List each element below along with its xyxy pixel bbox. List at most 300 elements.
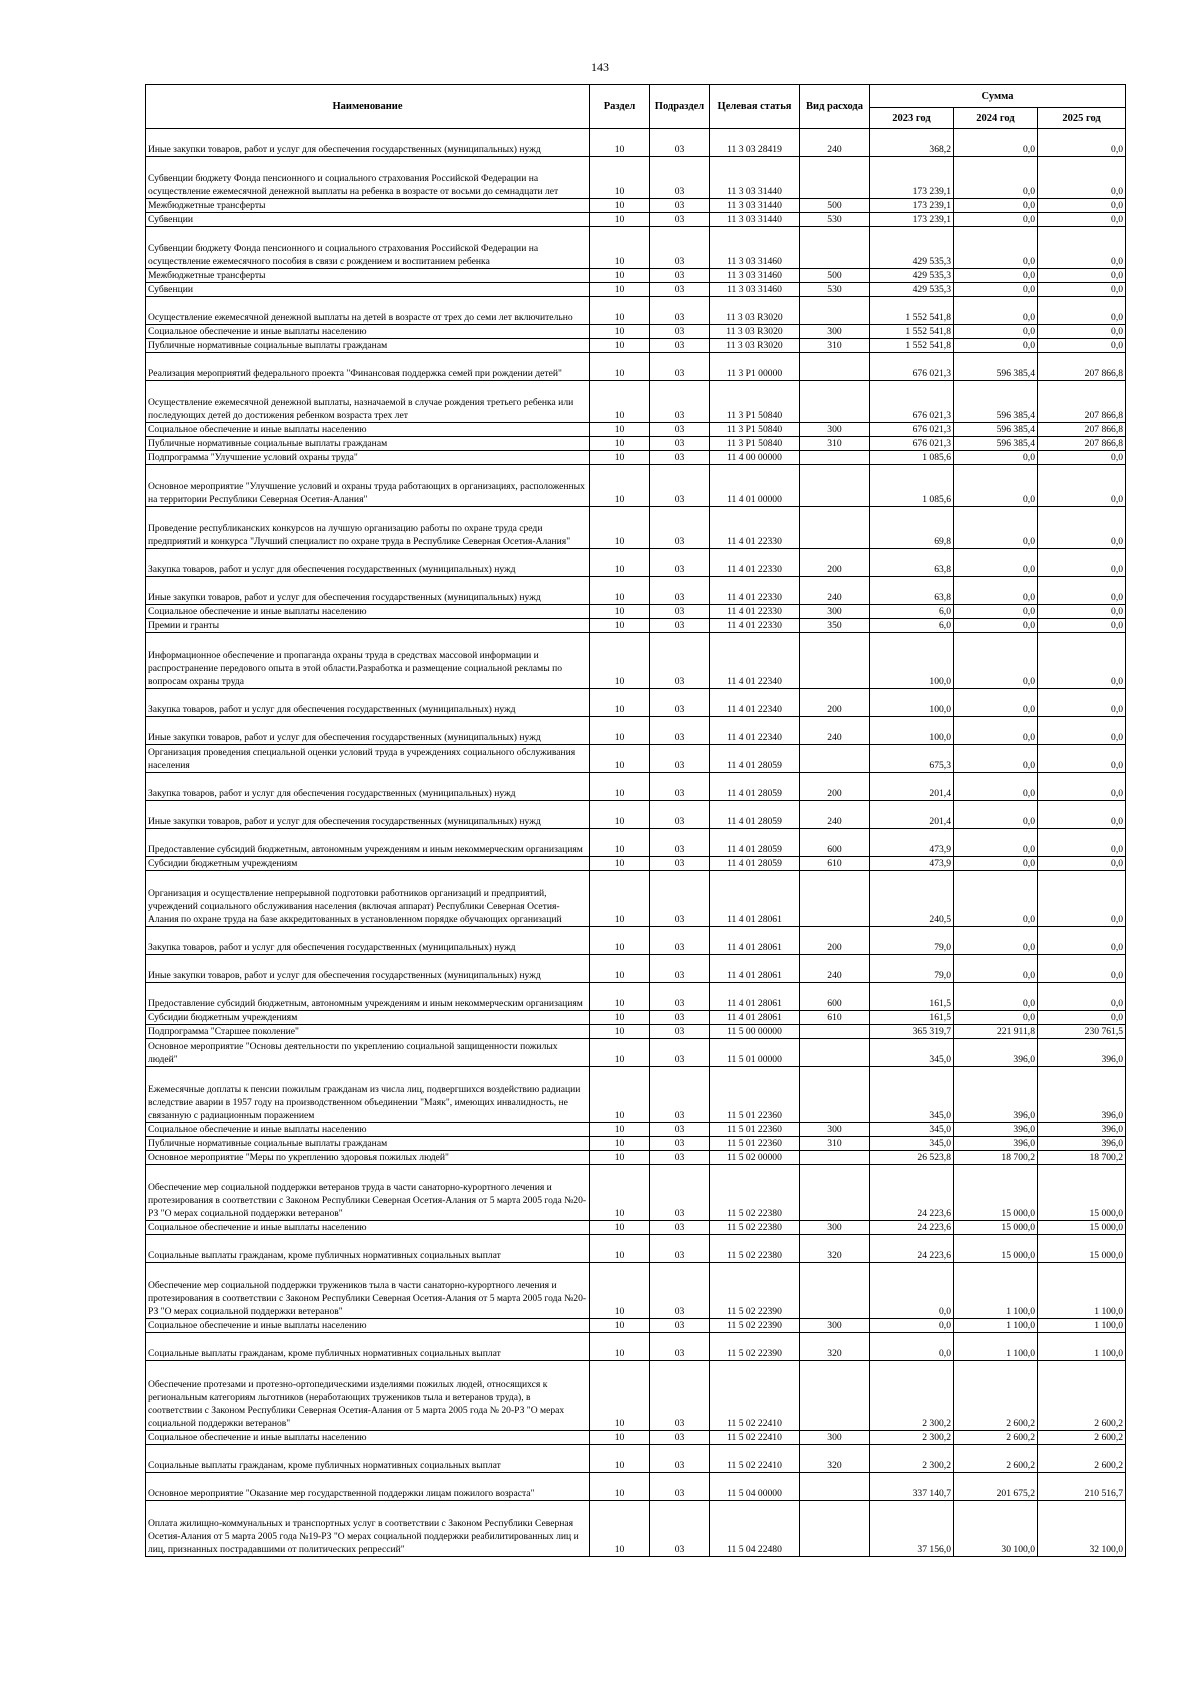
row-name: Организация и осуществление непрерывной подготовки работников организаций и предприятий, учреждений социального обслуживания населения (включая аппарат) Республики Северная Осетия-Алания по охране труда на базе аккредитованных в установленном порядке обучающих организаций bbox=[146, 871, 590, 927]
table-row bbox=[146, 283, 1126, 297]
row-target: 11 3 03 31440 bbox=[710, 199, 800, 213]
row-name: Иные закупки товаров, работ и услуг для обеспечения государственных (муниципальных) нужд bbox=[146, 801, 590, 829]
row-target: 11 5 02 00000 bbox=[710, 1151, 800, 1165]
row-target: 11 4 01 22330 bbox=[710, 507, 800, 549]
row-expense: 320 bbox=[800, 1333, 870, 1361]
row-2024: 0,0 bbox=[954, 339, 1038, 353]
row-name: Социальное обеспечение и иные выплаты населению bbox=[146, 423, 590, 437]
row-2024: 0,0 bbox=[954, 717, 1038, 745]
row-name: Субвенции бюджету Фонда пенсионного и социального страхования Российской Федерации на осуществление ежемесячного пособия в связи с рождением и воспитанием ребенка bbox=[146, 227, 590, 269]
row-name: Социальное обеспечение и иные выплаты населению bbox=[146, 1319, 590, 1333]
row-name: Основное мероприятие "Основы деятельности по укреплению социальной защищенности пожилых людей" bbox=[146, 1039, 590, 1067]
row-expense: 240 bbox=[800, 801, 870, 829]
row-expense bbox=[800, 1361, 870, 1431]
row-2024: 0,0 bbox=[954, 773, 1038, 801]
row-2023: 2 300,2 bbox=[870, 1431, 954, 1445]
row-subsection: 03 bbox=[650, 269, 710, 283]
row-target: 11 5 04 00000 bbox=[710, 1473, 800, 1501]
row-subsection: 03 bbox=[650, 857, 710, 871]
row-target: 11 3 03 31440 bbox=[710, 213, 800, 227]
row-2023: 173 239,1 bbox=[870, 213, 954, 227]
row-name: Публичные нормативные социальные выплаты гражданам bbox=[146, 339, 590, 353]
row-expense: 300 bbox=[800, 1221, 870, 1235]
row-target: 11 4 01 28061 bbox=[710, 955, 800, 983]
table-row bbox=[146, 325, 1126, 339]
row-2023: 240,5 bbox=[870, 871, 954, 927]
header-target: Целевая статья bbox=[710, 85, 800, 129]
table-row bbox=[146, 1501, 1126, 1557]
row-section: 10 bbox=[590, 773, 650, 801]
row-name: Обеспечение мер социальной поддержки ветеранов труда в части санаторно-курортного лечения и протезирования в соответствии с Законом Республики Северная Осетия-Алания от 5 марта 2005 года №20-РЗ "О мерах социальной поддержки ветеранов" bbox=[146, 1165, 590, 1221]
row-2025: 0,0 bbox=[1038, 507, 1126, 549]
row-2025: 0,0 bbox=[1038, 689, 1126, 717]
row-2025: 0,0 bbox=[1038, 297, 1126, 325]
row-subsection: 03 bbox=[650, 199, 710, 213]
row-expense: 200 bbox=[800, 927, 870, 955]
row-section: 10 bbox=[590, 857, 650, 871]
row-2025: 15 000,0 bbox=[1038, 1221, 1126, 1235]
row-target: 11 3 03 R3020 bbox=[710, 325, 800, 339]
row-name: Ежемесячные доплаты к пенсии пожилым гражданам из числа лиц, подвергшихся воздействию радиации вследствие аварии в 1957 году на производственном объединении "Маяк", имеющих инвалидность, не связанную с радиационным поражением bbox=[146, 1067, 590, 1123]
row-section: 10 bbox=[590, 577, 650, 605]
row-subsection: 03 bbox=[650, 1431, 710, 1445]
row-2023: 24 223,6 bbox=[870, 1235, 954, 1263]
row-2024: 1 100,0 bbox=[954, 1319, 1038, 1333]
row-section: 10 bbox=[590, 213, 650, 227]
row-2025: 396,0 bbox=[1038, 1067, 1126, 1123]
table-row bbox=[146, 1011, 1126, 1025]
row-expense: 320 bbox=[800, 1445, 870, 1473]
header-2025: 2025 год bbox=[1038, 108, 1126, 129]
row-2024: 201 675,2 bbox=[954, 1473, 1038, 1501]
row-2025: 0,0 bbox=[1038, 829, 1126, 857]
row-section: 10 bbox=[590, 129, 650, 157]
header-name: Наименование bbox=[146, 85, 590, 129]
row-subsection: 03 bbox=[650, 1123, 710, 1137]
row-expense: 300 bbox=[800, 1319, 870, 1333]
row-2024: 596 385,4 bbox=[954, 423, 1038, 437]
row-section: 10 bbox=[590, 1123, 650, 1137]
row-section: 10 bbox=[590, 451, 650, 465]
row-2025: 15 000,0 bbox=[1038, 1165, 1126, 1221]
row-name: Социальные выплаты гражданам, кроме публичных нормативных социальных выплат bbox=[146, 1333, 590, 1361]
table-row bbox=[146, 1333, 1126, 1361]
row-expense bbox=[800, 633, 870, 689]
table-row bbox=[146, 1361, 1126, 1431]
row-target: 11 4 01 28061 bbox=[710, 1011, 800, 1025]
row-section: 10 bbox=[590, 549, 650, 577]
row-subsection: 03 bbox=[650, 1333, 710, 1361]
row-2023: 473,9 bbox=[870, 857, 954, 871]
row-subsection: 03 bbox=[650, 605, 710, 619]
row-subsection: 03 bbox=[650, 983, 710, 1011]
row-2024: 0,0 bbox=[954, 689, 1038, 717]
row-name: Социальное обеспечение и иные выплаты населению bbox=[146, 1221, 590, 1235]
row-2023: 473,9 bbox=[870, 829, 954, 857]
row-section: 10 bbox=[590, 1039, 650, 1067]
row-2023: 161,5 bbox=[870, 983, 954, 1011]
row-2023: 345,0 bbox=[870, 1039, 954, 1067]
row-2023: 100,0 bbox=[870, 717, 954, 745]
row-subsection: 03 bbox=[650, 577, 710, 605]
row-target: 11 3 03 31440 bbox=[710, 157, 800, 199]
row-target: 11 5 02 22410 bbox=[710, 1445, 800, 1473]
row-expense bbox=[800, 1165, 870, 1221]
table-row bbox=[146, 157, 1126, 199]
row-section: 10 bbox=[590, 1137, 650, 1151]
table-row bbox=[146, 1123, 1126, 1137]
row-section: 10 bbox=[590, 507, 650, 549]
row-subsection: 03 bbox=[650, 689, 710, 717]
row-subsection: 03 bbox=[650, 437, 710, 451]
row-2023: 37 156,0 bbox=[870, 1501, 954, 1557]
row-2025: 210 516,7 bbox=[1038, 1473, 1126, 1501]
row-2023: 26 523,8 bbox=[870, 1151, 954, 1165]
row-section: 10 bbox=[590, 605, 650, 619]
row-2023: 0,0 bbox=[870, 1319, 954, 1333]
row-target: 11 4 01 22330 bbox=[710, 605, 800, 619]
row-2023: 79,0 bbox=[870, 955, 954, 983]
row-2025: 207 866,8 bbox=[1038, 437, 1126, 451]
row-expense: 350 bbox=[800, 619, 870, 633]
row-section: 10 bbox=[590, 353, 650, 381]
row-name: Обеспечение мер социальной поддержки тружеников тыла в части санаторно-курортного лечения и протезирования в соответствии с Законом Республики Северная Осетия-Алания от 5 марта 2005 года №20-РЗ "О мерах социальной поддержки ветеранов" bbox=[146, 1263, 590, 1319]
table-row bbox=[146, 1319, 1126, 1333]
table-row bbox=[146, 465, 1126, 507]
table-row bbox=[146, 227, 1126, 269]
row-name: Иные закупки товаров, работ и услуг для обеспечения государственных (муниципальных) нужд bbox=[146, 955, 590, 983]
row-2024: 15 000,0 bbox=[954, 1221, 1038, 1235]
table-row bbox=[146, 871, 1126, 927]
row-2025: 1 100,0 bbox=[1038, 1333, 1126, 1361]
row-name: Подпрограмма "Старшее поколение" bbox=[146, 1025, 590, 1039]
row-target: 11 4 01 22340 bbox=[710, 689, 800, 717]
row-name: Закупка товаров, работ и услуг для обеспечения государственных (муниципальных) нужд bbox=[146, 689, 590, 717]
row-subsection: 03 bbox=[650, 1319, 710, 1333]
row-2025: 207 866,8 bbox=[1038, 381, 1126, 423]
table-row bbox=[146, 801, 1126, 829]
row-expense: 240 bbox=[800, 577, 870, 605]
row-section: 10 bbox=[590, 829, 650, 857]
row-subsection: 03 bbox=[650, 339, 710, 353]
row-name: Предоставление субсидий бюджетным, автономным учреждениям и иным некоммерческим организациям bbox=[146, 829, 590, 857]
row-target: 11 5 01 22360 bbox=[710, 1123, 800, 1137]
row-section: 10 bbox=[590, 1221, 650, 1235]
row-expense bbox=[800, 1039, 870, 1067]
row-name: Социальное обеспечение и иные выплаты населению bbox=[146, 325, 590, 339]
row-2023: 365 319,7 bbox=[870, 1025, 954, 1039]
table-row bbox=[146, 129, 1126, 157]
row-subsection: 03 bbox=[650, 1221, 710, 1235]
table-row bbox=[146, 857, 1126, 871]
row-2023: 100,0 bbox=[870, 689, 954, 717]
row-expense bbox=[800, 1501, 870, 1557]
header-sum: Сумма bbox=[870, 85, 1126, 108]
row-2025: 0,0 bbox=[1038, 773, 1126, 801]
row-2024: 0,0 bbox=[954, 829, 1038, 857]
row-subsection: 03 bbox=[650, 829, 710, 857]
row-2023: 1 085,6 bbox=[870, 451, 954, 465]
row-2025: 0,0 bbox=[1038, 1011, 1126, 1025]
row-2024: 0,0 bbox=[954, 745, 1038, 773]
table-row bbox=[146, 339, 1126, 353]
row-section: 10 bbox=[590, 955, 650, 983]
row-target: 11 4 00 00000 bbox=[710, 451, 800, 465]
row-target: 11 3 P1 50840 bbox=[710, 423, 800, 437]
row-2023: 6,0 bbox=[870, 619, 954, 633]
row-subsection: 03 bbox=[650, 507, 710, 549]
row-2024: 18 700,2 bbox=[954, 1151, 1038, 1165]
row-2025: 0,0 bbox=[1038, 227, 1126, 269]
row-2025: 0,0 bbox=[1038, 269, 1126, 283]
row-2023: 345,0 bbox=[870, 1123, 954, 1137]
row-target: 11 5 02 22390 bbox=[710, 1333, 800, 1361]
row-name: Организация проведения специальной оценки условий труда в учреждениях социального обслуживания населения bbox=[146, 745, 590, 773]
row-subsection: 03 bbox=[650, 381, 710, 423]
header-2023: 2023 год bbox=[870, 108, 954, 129]
row-2024: 596 385,4 bbox=[954, 437, 1038, 451]
row-2023: 675,3 bbox=[870, 745, 954, 773]
row-2023: 0,0 bbox=[870, 1333, 954, 1361]
table-row bbox=[146, 1067, 1126, 1123]
row-2024: 0,0 bbox=[954, 605, 1038, 619]
row-expense: 500 bbox=[800, 269, 870, 283]
row-target: 11 4 01 28059 bbox=[710, 857, 800, 871]
row-expense bbox=[800, 1067, 870, 1123]
row-subsection: 03 bbox=[650, 1501, 710, 1557]
row-target: 11 3 03 31460 bbox=[710, 227, 800, 269]
row-2025: 0,0 bbox=[1038, 717, 1126, 745]
page-number: 143 bbox=[591, 60, 609, 74]
row-2024: 396,0 bbox=[954, 1039, 1038, 1067]
row-2025: 0,0 bbox=[1038, 465, 1126, 507]
row-2024: 0,0 bbox=[954, 157, 1038, 199]
row-section: 10 bbox=[590, 801, 650, 829]
row-2025: 0,0 bbox=[1038, 605, 1126, 619]
row-2025: 0,0 bbox=[1038, 633, 1126, 689]
row-name: Основное мероприятие "Оказание мер государственной поддержки лицам пожилого возраста" bbox=[146, 1473, 590, 1501]
row-expense: 610 bbox=[800, 1011, 870, 1025]
row-section: 10 bbox=[590, 1067, 650, 1123]
row-target: 11 3 03 31460 bbox=[710, 283, 800, 297]
row-2024: 396,0 bbox=[954, 1123, 1038, 1137]
row-target: 11 5 01 22360 bbox=[710, 1137, 800, 1151]
row-2023: 1 085,6 bbox=[870, 465, 954, 507]
table-row bbox=[146, 437, 1126, 451]
row-section: 10 bbox=[590, 1235, 650, 1263]
row-target: 11 5 02 22380 bbox=[710, 1235, 800, 1263]
row-expense bbox=[800, 871, 870, 927]
row-name: Основное мероприятие "Улучшение условий и охраны труда работающих в организациях, расположенных на территории Республики Северная Осетия-Алания" bbox=[146, 465, 590, 507]
row-expense bbox=[800, 745, 870, 773]
row-name: Предоставление субсидий бюджетным, автономным учреждениям и иным некоммерческим организациям bbox=[146, 983, 590, 1011]
table-row bbox=[146, 955, 1126, 983]
table-row bbox=[146, 577, 1126, 605]
row-2024: 15 000,0 bbox=[954, 1165, 1038, 1221]
row-2023: 345,0 bbox=[870, 1137, 954, 1151]
row-2025: 2 600,2 bbox=[1038, 1431, 1126, 1445]
row-expense: 530 bbox=[800, 213, 870, 227]
row-2025: 0,0 bbox=[1038, 157, 1126, 199]
table-body bbox=[146, 129, 1126, 1557]
row-subsection: 03 bbox=[650, 157, 710, 199]
row-name: Социальное обеспечение и иные выплаты населению bbox=[146, 605, 590, 619]
row-2025: 0,0 bbox=[1038, 339, 1126, 353]
row-subsection: 03 bbox=[650, 423, 710, 437]
row-section: 10 bbox=[590, 437, 650, 451]
table-row bbox=[146, 213, 1126, 227]
row-section: 10 bbox=[590, 1165, 650, 1221]
row-section: 10 bbox=[590, 1319, 650, 1333]
row-subsection: 03 bbox=[650, 213, 710, 227]
row-2025: 0,0 bbox=[1038, 983, 1126, 1011]
row-section: 10 bbox=[590, 465, 650, 507]
row-target: 11 5 02 22410 bbox=[710, 1361, 800, 1431]
row-target: 11 5 00 00000 bbox=[710, 1025, 800, 1039]
row-target: 11 5 02 22390 bbox=[710, 1263, 800, 1319]
row-subsection: 03 bbox=[650, 465, 710, 507]
row-name: Закупка товаров, работ и услуг для обеспечения государственных (муниципальных) нужд bbox=[146, 549, 590, 577]
row-subsection: 03 bbox=[650, 745, 710, 773]
row-2024: 0,0 bbox=[954, 213, 1038, 227]
row-2023: 1 552 541,8 bbox=[870, 297, 954, 325]
row-2024: 0,0 bbox=[954, 451, 1038, 465]
table-row bbox=[146, 605, 1126, 619]
row-2023: 63,8 bbox=[870, 577, 954, 605]
row-2023: 1 552 541,8 bbox=[870, 325, 954, 339]
row-2024: 0,0 bbox=[954, 269, 1038, 283]
header-section: Раздел bbox=[590, 85, 650, 129]
row-expense: 530 bbox=[800, 283, 870, 297]
row-subsection: 03 bbox=[650, 1011, 710, 1025]
row-2025: 2 600,2 bbox=[1038, 1445, 1126, 1473]
row-2024: 1 100,0 bbox=[954, 1263, 1038, 1319]
row-target: 11 4 01 28059 bbox=[710, 773, 800, 801]
row-2024: 0,0 bbox=[954, 619, 1038, 633]
row-2025: 396,0 bbox=[1038, 1039, 1126, 1067]
row-2025: 207 866,8 bbox=[1038, 423, 1126, 437]
row-section: 10 bbox=[590, 1501, 650, 1557]
row-name: Закупка товаров, работ и услуг для обеспечения государственных (муниципальных) нужд bbox=[146, 927, 590, 955]
table-row bbox=[146, 1221, 1126, 1235]
row-target: 11 4 01 22330 bbox=[710, 549, 800, 577]
row-2025: 0,0 bbox=[1038, 325, 1126, 339]
table-row bbox=[146, 1263, 1126, 1319]
row-name: Иные закупки товаров, работ и услуг для обеспечения государственных (муниципальных) нужд bbox=[146, 577, 590, 605]
row-target: 11 5 02 22410 bbox=[710, 1431, 800, 1445]
table-row bbox=[146, 1473, 1126, 1501]
table-row bbox=[146, 1025, 1126, 1039]
row-2025: 0,0 bbox=[1038, 549, 1126, 577]
row-subsection: 03 bbox=[650, 325, 710, 339]
row-section: 10 bbox=[590, 745, 650, 773]
row-section: 10 bbox=[590, 1431, 650, 1445]
row-2024: 0,0 bbox=[954, 227, 1038, 269]
row-expense: 600 bbox=[800, 829, 870, 857]
row-2024: 1 100,0 bbox=[954, 1333, 1038, 1361]
row-target: 11 5 02 22380 bbox=[710, 1165, 800, 1221]
row-section: 10 bbox=[590, 339, 650, 353]
row-2024: 2 600,2 bbox=[954, 1445, 1038, 1473]
table-row bbox=[146, 829, 1126, 857]
row-expense bbox=[800, 451, 870, 465]
row-name: Иные закупки товаров, работ и услуг для обеспечения государственных (муниципальных) нужд bbox=[146, 129, 590, 157]
row-subsection: 03 bbox=[650, 1473, 710, 1501]
table-row bbox=[146, 1165, 1126, 1221]
table-row bbox=[146, 633, 1126, 689]
table-row bbox=[146, 199, 1126, 213]
row-section: 10 bbox=[590, 381, 650, 423]
row-2025: 396,0 bbox=[1038, 1123, 1126, 1137]
row-name: Осуществление ежемесячной денежной выплаты, назначаемой в случае рождения третьего ребенка или последующих детей до достижения ребенком возраста трех лет bbox=[146, 381, 590, 423]
row-2025: 18 700,2 bbox=[1038, 1151, 1126, 1165]
row-name: Межбюджетные трансферты bbox=[146, 269, 590, 283]
row-expense: 310 bbox=[800, 339, 870, 353]
header-2024: 2024 год bbox=[954, 108, 1038, 129]
row-2025: 0,0 bbox=[1038, 619, 1126, 633]
row-2024: 221 911,8 bbox=[954, 1025, 1038, 1039]
row-subsection: 03 bbox=[650, 633, 710, 689]
row-target: 11 4 01 28061 bbox=[710, 871, 800, 927]
row-2024: 0,0 bbox=[954, 507, 1038, 549]
row-2023: 173 239,1 bbox=[870, 157, 954, 199]
row-subsection: 03 bbox=[650, 353, 710, 381]
row-2025: 0,0 bbox=[1038, 927, 1126, 955]
row-section: 10 bbox=[590, 871, 650, 927]
row-2024: 396,0 bbox=[954, 1137, 1038, 1151]
row-2025: 2 600,2 bbox=[1038, 1361, 1126, 1431]
row-target: 11 4 01 28059 bbox=[710, 745, 800, 773]
table-row bbox=[146, 353, 1126, 381]
table-row bbox=[146, 1445, 1126, 1473]
row-target: 11 4 01 28061 bbox=[710, 927, 800, 955]
row-name: Межбюджетные трансферты bbox=[146, 199, 590, 213]
row-name: Осуществление ежемесячной денежной выплаты на детей в возрасте от трех до семи лет включительно bbox=[146, 297, 590, 325]
row-2024: 0,0 bbox=[954, 297, 1038, 325]
table-row bbox=[146, 745, 1126, 773]
row-2023: 2 300,2 bbox=[870, 1445, 954, 1473]
row-2024: 0,0 bbox=[954, 801, 1038, 829]
table-row bbox=[146, 507, 1126, 549]
row-expense bbox=[800, 1025, 870, 1039]
row-section: 10 bbox=[590, 1025, 650, 1039]
header-subsection: Подраздел bbox=[650, 85, 710, 129]
row-2025: 0,0 bbox=[1038, 199, 1126, 213]
row-subsection: 03 bbox=[650, 927, 710, 955]
row-section: 10 bbox=[590, 227, 650, 269]
row-target: 11 3 03 31460 bbox=[710, 269, 800, 283]
row-2024: 0,0 bbox=[954, 1011, 1038, 1025]
table-row bbox=[146, 451, 1126, 465]
row-target: 11 4 01 00000 bbox=[710, 465, 800, 507]
row-2024: 0,0 bbox=[954, 577, 1038, 605]
table-row bbox=[146, 619, 1126, 633]
row-2023: 100,0 bbox=[870, 633, 954, 689]
row-2023: 6,0 bbox=[870, 605, 954, 619]
row-expense bbox=[800, 1263, 870, 1319]
budget-table bbox=[145, 84, 1126, 1557]
row-2024: 0,0 bbox=[954, 549, 1038, 577]
row-name: Субсидии бюджетным учреждениям bbox=[146, 857, 590, 871]
row-2024: 0,0 bbox=[954, 955, 1038, 983]
row-2025: 15 000,0 bbox=[1038, 1235, 1126, 1263]
row-2024: 0,0 bbox=[954, 325, 1038, 339]
table-row bbox=[146, 773, 1126, 801]
row-subsection: 03 bbox=[650, 451, 710, 465]
row-2025: 1 100,0 bbox=[1038, 1263, 1126, 1319]
row-2023: 201,4 bbox=[870, 801, 954, 829]
row-section: 10 bbox=[590, 269, 650, 283]
